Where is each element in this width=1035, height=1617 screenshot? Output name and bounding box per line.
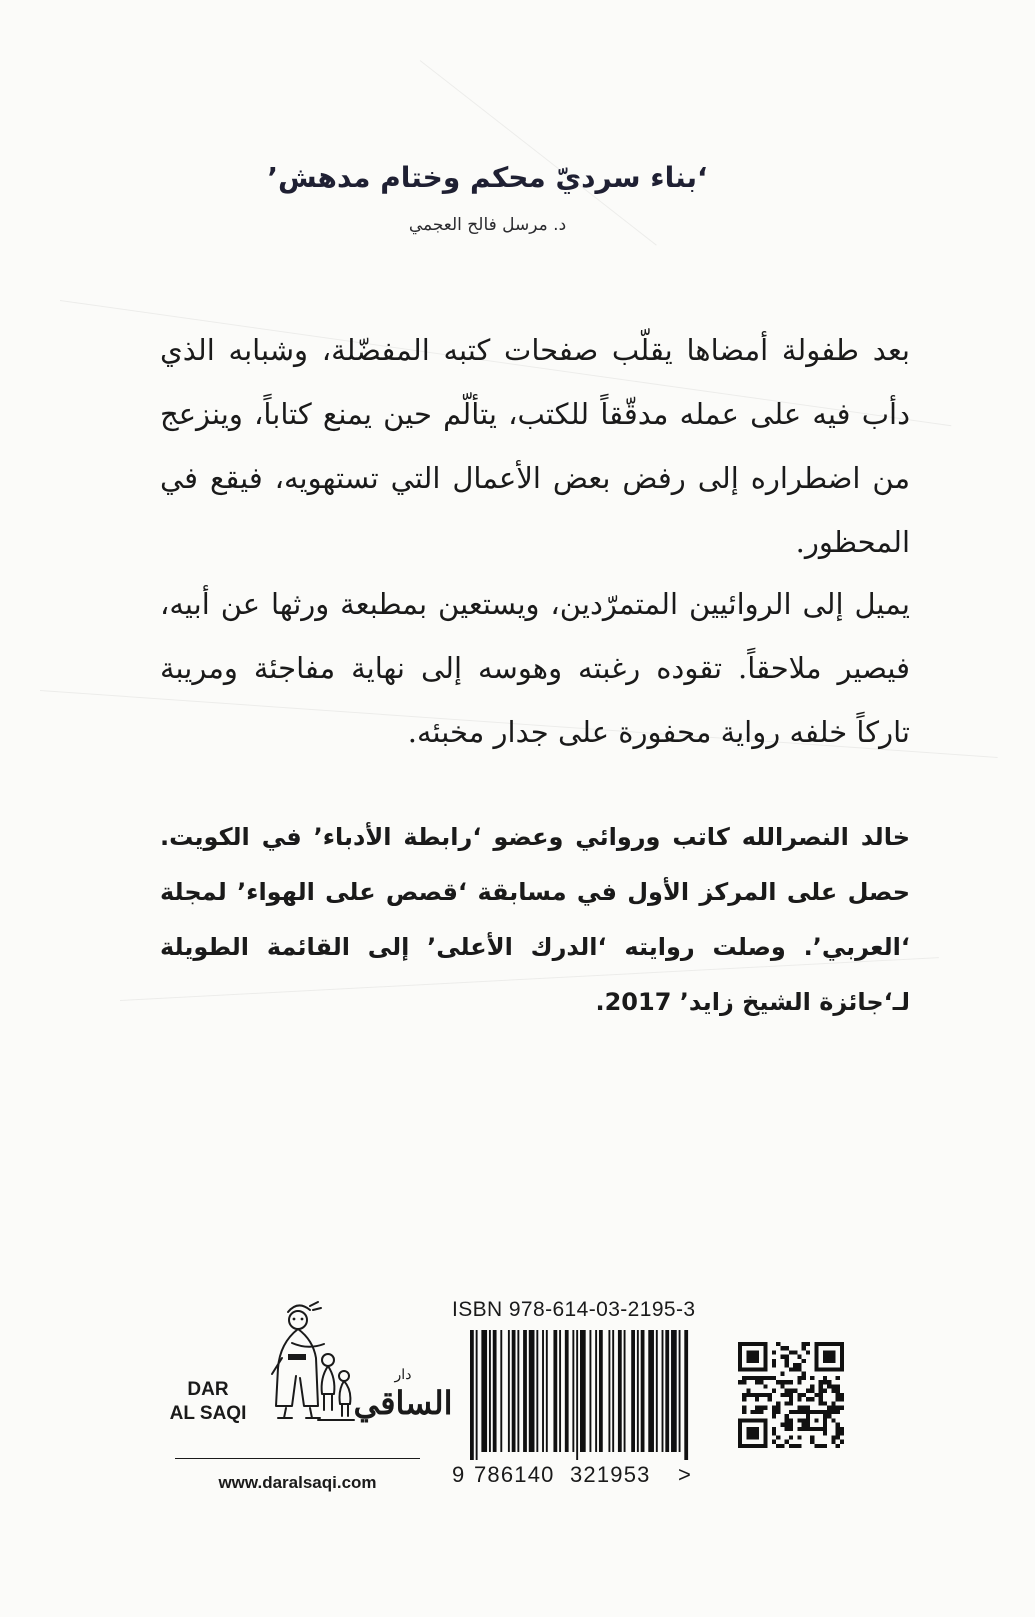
barcode-icon <box>470 1330 690 1460</box>
publisher-logo <box>168 1298 468 1458</box>
storyteller-illustration-icon <box>258 1298 358 1428</box>
blurb-paragraph-2: يميل إلى الروائيين المتمرّدين، ويستعين بمطبعة ورثها عن أبيه، فيصير ملاحقاً. تقوده رغبته وهوسه إلى نهاية مفاجئة ومريبة تاركاً خلفه رواية محفورة على جدار مخبئه. <box>160 587 910 749</box>
publisher-arabic-name <box>353 1368 453 1428</box>
publisher-divider <box>175 1458 420 1459</box>
publisher-arabic-small: دار <box>394 1367 412 1383</box>
blurb-paragraph-1: بعد طفولة أمضاها يقلّب صفحات كتبه المفضّلة، وشبابه الذي دأب فيه على عمله مدقّقاً للكتب، يتألّم حين يمنع كتاباً، وينزعج من اضطراره إلى رفض بعض الأعمال التي تستهويه، فيقع في المحظور. <box>160 333 910 559</box>
publisher-arabic-big: الساقي <box>353 1384 453 1422</box>
endorsement-quote: ‘بناء سرديّ محكم وختام مدهش’ <box>267 161 708 194</box>
barcode-arrow: > <box>678 1460 691 1490</box>
barcode-digits-right: 321953 <box>570 1460 651 1490</box>
author-bio: خالد النصرالله كاتب وروائي وعضو ‘رابطة الأدباء’ في الكويت. حصل على المركز الأول في مسابقة ‘قصص على الهواء’ لمجلة ‘العربي’. وصلت روايته ‘الدرك الأعلى’ إلى القائمة الطويلة لـ‘جائزة الشيخ زايد’ 2017. <box>160 823 910 1016</box>
qr-code-icon <box>738 1342 844 1448</box>
publisher-latin-name <box>168 1378 248 1426</box>
endorsement-author: د. مرسل فالح العجمي <box>408 215 567 235</box>
barcode-digits-left: 786140 <box>474 1460 555 1490</box>
barcode-digit-first: 9 <box>452 1460 464 1490</box>
publisher-latin-line-2: AL SAQI <box>169 1403 247 1424</box>
publisher-latin-line-1: DAR <box>187 1379 229 1400</box>
barcode-digits <box>452 1460 712 1490</box>
publisher-website: www.daralsaqi.com <box>218 1473 377 1492</box>
isbn-label: ISBN 978-614-03-2195-3 <box>452 1298 696 1321</box>
